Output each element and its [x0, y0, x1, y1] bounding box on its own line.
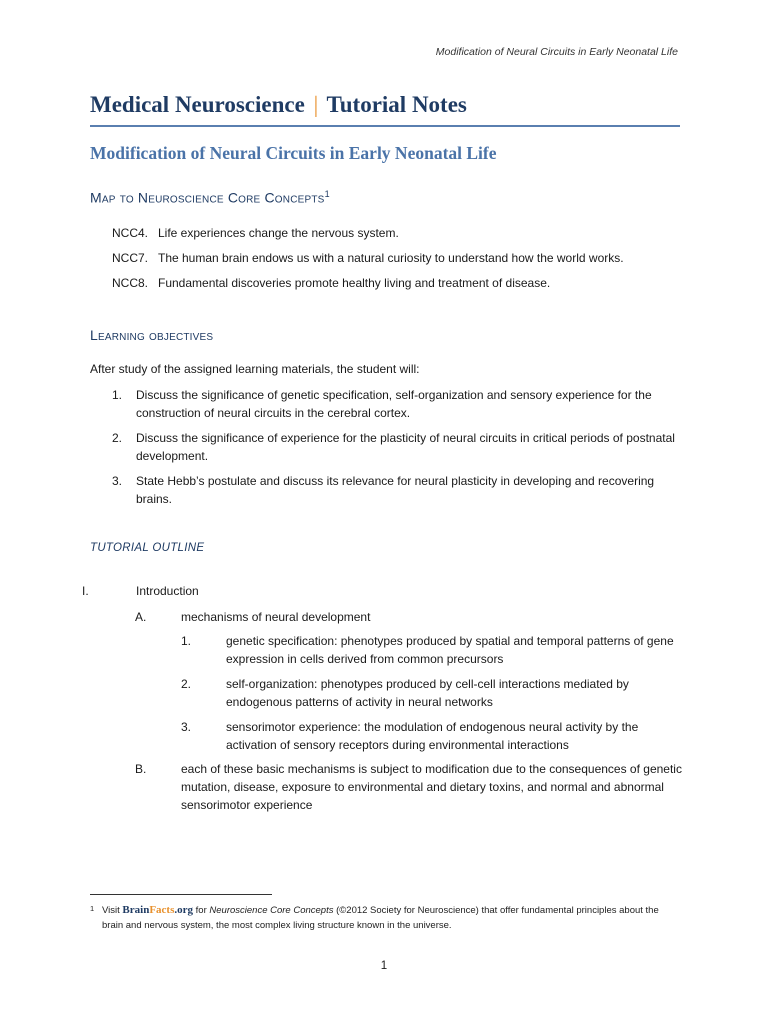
objective-item	[112, 386, 692, 422]
outline-text: mechanisms of neural development	[181, 610, 371, 624]
outline-text: sensorimotor experience: the modulation of endogenous neural activity by the activation of sensory receptors during environmental interactions	[226, 720, 639, 752]
outline-text: self-organization: phenotypes produced by cell-cell interactions mediated by endogenous patterns of activity in neural networks	[226, 677, 629, 709]
title-part-2: Tutorial Notes	[326, 92, 467, 117]
core-concept-item	[112, 226, 399, 240]
outline-level-2	[135, 760, 685, 814]
title-rule	[90, 125, 680, 127]
objective-item	[112, 429, 692, 465]
outline-text: Introduction	[136, 584, 199, 598]
outline-mark: A.	[135, 610, 147, 624]
core-concept-code: NCC7.	[112, 251, 149, 265]
brainfacts-link[interactable]	[122, 905, 193, 916]
footnote-text	[102, 903, 680, 933]
running-head: Modification of Neural Circuits in Early Neonatal Life	[435, 46, 678, 58]
brainfacts-brand-part-1: Brain	[122, 904, 150, 916]
outline-level-3	[181, 632, 686, 668]
footnote-for: for	[195, 905, 207, 916]
title-part-1: Medical Neuroscience	[90, 92, 305, 117]
outline-text: genetic specification: phenotypes produced by spatial and temporal patterns of gene expression in cells derived from common precursors	[226, 634, 674, 666]
core-concepts-heading	[90, 189, 330, 206]
brainfacts-brand-part-3: .org	[174, 904, 194, 916]
outline-level-3	[181, 718, 686, 754]
outline-mark: 2.	[181, 677, 192, 691]
footnote-visit: Visit	[102, 905, 120, 916]
outline-mark: I.	[82, 584, 89, 598]
outline-mark: 1.	[181, 634, 192, 648]
objective-text: Discuss the significance of genetic specification, self-organization and sensory experience for the construction of neural circuits in the cerebral cortex.	[136, 388, 652, 420]
outline-mark: B.	[135, 762, 147, 776]
footnote-rest: (©2012 Society for Neuroscience) that offer fundamental principles about the brain and nervous system, the most complex living structure known in the universe.	[102, 905, 659, 931]
objective-number: 1.	[112, 388, 123, 402]
page-subtitle: Modification of Neural Circuits in Early Neonatal Life	[90, 143, 497, 163]
outline-level-2	[135, 608, 535, 626]
objective-item	[112, 472, 692, 508]
footnote-rule	[90, 894, 272, 895]
core-concept-text: Fundamental discoveries promote healthy living and treatment of disease.	[158, 276, 551, 290]
objective-number: 2.	[112, 431, 123, 445]
outline-text: each of these basic mechanisms is subject to modification due to the consequences of genetic mutation, disease, exposure to environmental and dietary toxins, and normal and abnormal sensorimotor experience	[181, 762, 682, 812]
core-concepts-heading-text: Map to Neuroscience Core Concepts	[90, 189, 325, 206]
objectives-intro: After study of the assigned learning materials, the student will:	[90, 362, 420, 376]
brainfacts-brand-part-2: Facts	[149, 904, 175, 916]
title-separator: |	[313, 92, 319, 117]
outline-level-1	[82, 582, 382, 600]
objective-number: 3.	[112, 474, 123, 488]
page-title	[90, 92, 467, 118]
core-concept-code: NCC4.	[112, 226, 149, 240]
tutorial-outline-heading: TUTORIAL OUTLINE	[90, 542, 205, 554]
objective-text: State Hebb’s postulate and discuss its relevance for neural plasticity in developing and recovering brains.	[136, 474, 655, 506]
outline-mark: 3.	[181, 720, 192, 734]
outline-level-3	[181, 675, 686, 711]
core-concept-code: NCC8.	[112, 276, 149, 290]
footnote	[90, 903, 680, 933]
footnote-ref: 1	[324, 189, 330, 199]
footnote-mark: 1	[90, 904, 95, 913]
core-concept-item	[112, 251, 624, 265]
page-number: 1	[380, 960, 388, 972]
learning-objectives-heading: Learning objectives	[90, 327, 214, 343]
core-concept-item	[112, 276, 550, 290]
core-concept-text: The human brain endows us with a natural curiosity to understand how the world works.	[158, 251, 624, 265]
footnote-book-title: Neuroscience Core Concepts	[209, 905, 334, 916]
objective-text: Discuss the significance of experience for the plasticity of neural circuits in critical periods of postnatal development.	[136, 431, 675, 463]
core-concept-text: Life experiences change the nervous system.	[158, 226, 399, 240]
